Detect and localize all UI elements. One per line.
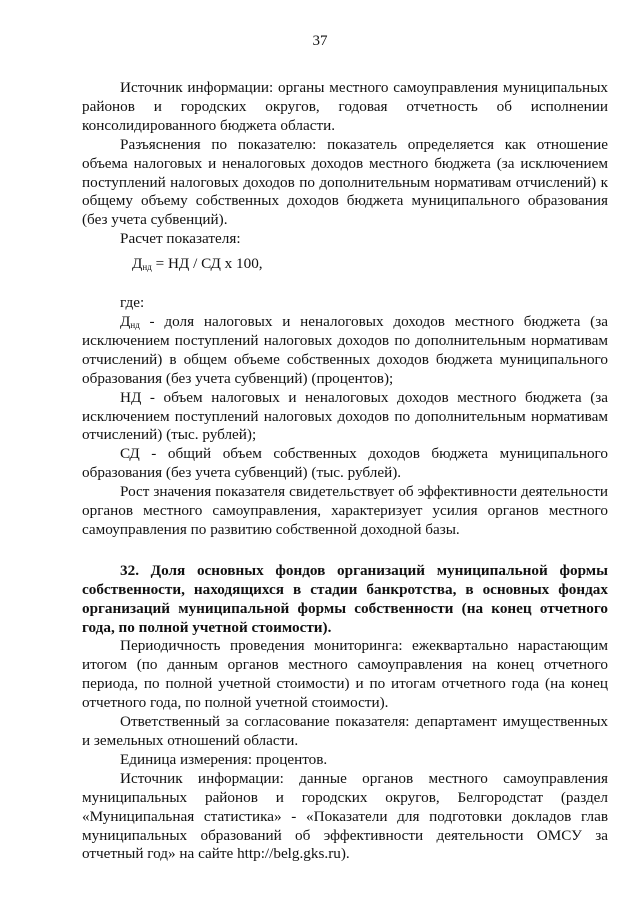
- section-gap: [82, 540, 608, 562]
- definition-dnd: [82, 313, 608, 389]
- formula-lhs: Д: [132, 255, 143, 273]
- definition-dnd-symbol: Д: [120, 312, 131, 330]
- definition-nd: НД - объем налоговых и неналоговых доходов местного бюджета (за исключением поступлений налоговых доходов по дополнительным нормативам отчислений) (тыс. рублей);: [82, 388, 608, 444]
- definition-dnd-text: - доля налоговых и неналоговых доходов местного бюджета (за исключением поступлений налоговых доходов по дополнительным нормативам отчислений) в общем объеме собственных доходов бюджета муниципального образования (без учета субвенций) (процентов);: [82, 312, 608, 387]
- page-number: 37: [312, 33, 328, 49]
- formula: [82, 255, 608, 274]
- source-paragraph: Источник информации: органы местного самоуправления муниципальных районов и городских округов, годовая отчетность об исполнении консолидированного бюджета области.: [82, 79, 608, 134]
- growth-paragraph: Рост значения показателя свидетельствует об эффективности деятельности органов местного самоуправления, характеризует усилия органов местного самоуправления по развитию собственной доходной базы.: [82, 483, 608, 538]
- responsible-paragraph: Ответственный за согласование показателя: департамент имущественных и земельных отношений области.: [82, 713, 608, 749]
- section-32-heading: 32. Доля основных фондов организаций муниципальной формы собственности, находящихся в стадии банкротства, в основных фондах организаций муниципальной формы собственности (на конец отчетного года, по полной учетной стоимости).: [82, 561, 608, 636]
- definition-dnd-subscript: нд: [130, 319, 140, 330]
- explanation-paragraph: Разъяснения по показателю: показатель определяется как отношение объема налоговых и неналоговых доходов местного бюджета (за исключением поступлений налоговых доходов по дополнительным нормативам отчислений) к общему объему собственных доходов бюджета муниципального образования (без учета субвенций).: [82, 135, 608, 229]
- definition-sd: СД - общий объем собственных доходов бюджета муниципального образования (без учета субвенций) (тыс. рублей).: [82, 445, 608, 482]
- unit-paragraph: Единица измерения: процентов.: [120, 750, 328, 768]
- source-2-paragraph: Источник информации: данные органов местного самоуправления муниципальных районов и городских округов, Белгородстат (раздел «Муниципальная статистика» - «Показатели для подготовки докладов глав муниципальных образований об эффективности деятельности ОМСУ за отчетный год» на сайте http://belg.gks.ru).: [82, 769, 608, 863]
- formula-rhs: = НД / СД x 100,: [151, 255, 263, 273]
- formula-lhs-subscript: нд: [142, 262, 152, 273]
- document-body: [82, 79, 608, 864]
- where-label: где:: [120, 294, 145, 312]
- periodicity-paragraph: Периодичность проведения мониторинга: ежеквартально нарастающим итогом (по данным органов местного самоуправления на конец отчетного периода, по полной учетной стоимости) и по итогам отчетного года (на конец отчетного года, по полной учетной стоимости).: [82, 637, 608, 712]
- calculation-label: Расчет показателя:: [120, 230, 241, 248]
